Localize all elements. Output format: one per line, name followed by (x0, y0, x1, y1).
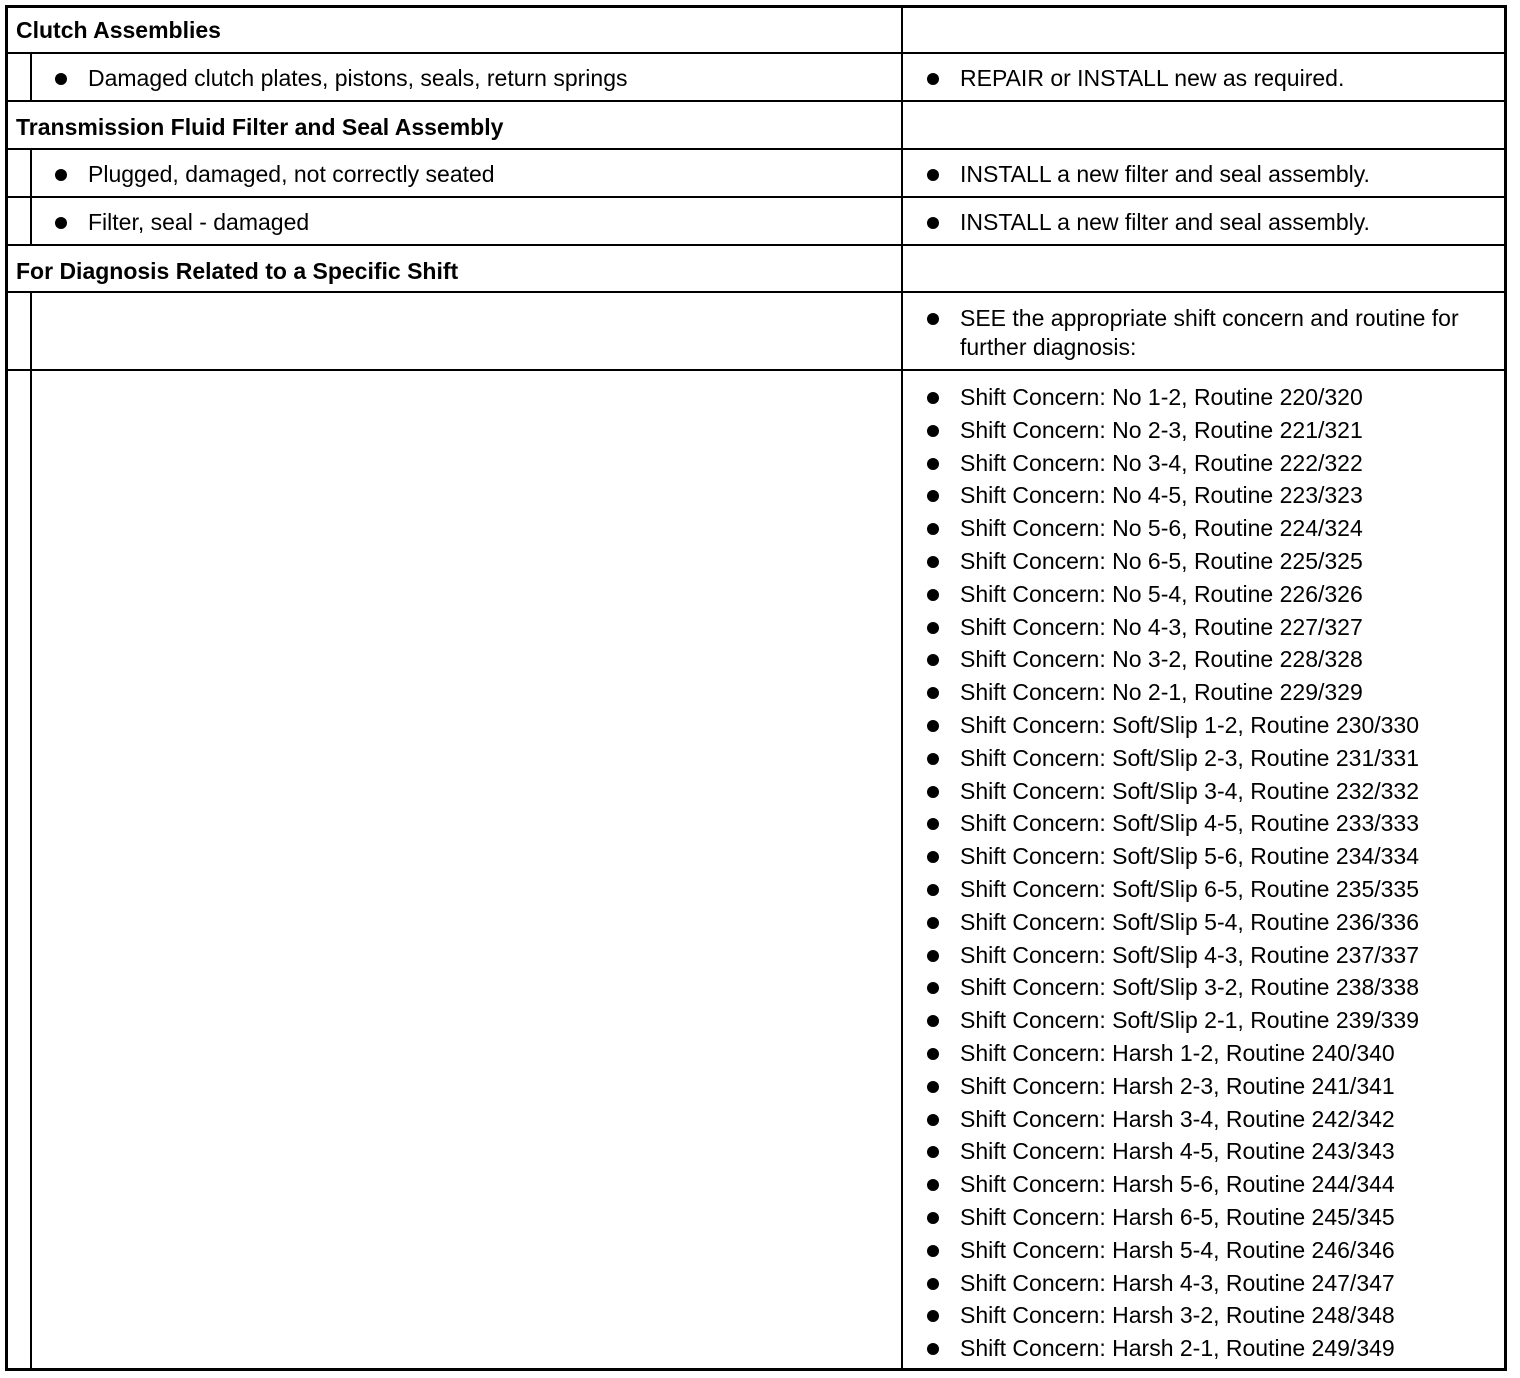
bullet-icon (927, 622, 939, 634)
column-divider (901, 102, 903, 148)
bullet-icon (927, 523, 939, 535)
bullet-icon (927, 687, 939, 699)
column-divider (901, 293, 903, 369)
shift-concern-text: Shift Concern: Harsh 3-4, Routine 242/342 (960, 1105, 1395, 1132)
shift-concern-text: Shift Concern: Harsh 3-2, Routine 248/348 (960, 1302, 1395, 1329)
shift-concern-text: Shift Concern: No 2-3, Routine 221/321 (960, 416, 1363, 443)
column-divider (901, 371, 903, 1368)
shift-concern-text: Shift Concern: No 6-5, Routine 225/325 (960, 547, 1363, 574)
table-row (5, 371, 1507, 1368)
section-heading: Clutch Assemblies (16, 17, 221, 43)
bullet-icon (927, 556, 939, 568)
bullet-icon (927, 1179, 939, 1191)
bullet-icon (927, 1245, 939, 1257)
bullet-icon (927, 720, 939, 732)
shift-concern-text: Shift Concern: No 5-4, Routine 226/326 (960, 580, 1363, 607)
condition-text: Filter, seal - damaged (88, 209, 310, 235)
action-text: REPAIR or INSTALL new as required. (960, 65, 1345, 91)
bullet-icon (927, 1081, 939, 1093)
bullet-icon (927, 1048, 939, 1060)
shift-concern-text: Shift Concern: Harsh 5-6, Routine 244/344 (960, 1171, 1395, 1198)
table-row (5, 198, 1507, 246)
shift-concern-text: Shift Concern: Soft/Slip 5-4, Routine 236/336 (960, 908, 1420, 935)
action-text: INSTALL a new filter and seal assembly. (960, 161, 1370, 187)
shift-concern-text: Shift Concern: Soft/Slip 1-2, Routine 230/330 (960, 711, 1420, 738)
column-divider (901, 246, 903, 291)
bullet-icon (927, 884, 939, 896)
shift-concern-text: Shift Concern: Soft/Slip 3-2, Routine 238/338 (960, 974, 1420, 1001)
shift-concern-text: Shift Concern: No 3-2, Routine 228/328 (960, 646, 1363, 673)
bullet-icon (927, 217, 939, 229)
bullet-icon (927, 950, 939, 962)
bullet-icon (927, 425, 939, 437)
bullet-icon (927, 753, 939, 765)
bullet-icon (927, 392, 939, 404)
indent-divider (30, 293, 32, 369)
column-divider (901, 5, 903, 52)
shift-concern-text: Shift Concern: No 4-3, Routine 227/327 (960, 613, 1363, 640)
shift-concern-text: Shift Concern: Soft/Slip 6-5, Routine 235/335 (960, 875, 1420, 902)
shift-concern-text: Shift Concern: No 1-2, Routine 220/320 (960, 384, 1363, 410)
section-heading: For Diagnosis Related to a Specific Shift (16, 258, 459, 284)
condition-text: Damaged clutch plates, pistons, seals, return springs (88, 65, 628, 91)
bullet-icon (927, 1015, 939, 1027)
shift-concern-text: Shift Concern: Soft/Slip 5-6, Routine 234/334 (960, 843, 1420, 870)
bullet-icon (927, 169, 939, 181)
bullet-icon (927, 1212, 939, 1224)
bullet-icon (927, 73, 939, 85)
shift-concern-text: Shift Concern: Harsh 6-5, Routine 245/345 (960, 1203, 1395, 1230)
shift-concern-text: Shift Concern: Harsh 2-3, Routine 241/341 (960, 1072, 1395, 1099)
bullet-icon (927, 589, 939, 601)
bullet-icon (927, 490, 939, 502)
table-row (5, 150, 1507, 198)
bullet-icon (927, 1343, 939, 1355)
bullet-icon (927, 1146, 939, 1158)
shift-concern-text: Shift Concern: Harsh 4-3, Routine 247/347 (960, 1269, 1395, 1296)
shift-concern-text: Shift Concern: No 3-4, Routine 222/322 (960, 449, 1363, 476)
indent-divider (30, 198, 32, 244)
bullet-icon (927, 654, 939, 666)
column-divider (901, 54, 903, 100)
section-heading-row (5, 5, 1507, 54)
section-heading-row (5, 102, 1507, 150)
bullet-icon (927, 851, 939, 863)
bullet-icon (55, 169, 67, 181)
bullet-icon (927, 982, 939, 994)
shift-concern-text: Shift Concern: No 5-6, Routine 224/324 (960, 515, 1363, 542)
shift-concern-text: Shift Concern: Harsh 2-1, Routine 249/349 (960, 1335, 1395, 1362)
table-row (5, 54, 1507, 102)
bullet-icon (927, 1114, 939, 1126)
section-heading: Transmission Fluid Filter and Seal Assembly (16, 114, 504, 140)
shift-concern-text: Shift Concern: Harsh 5-4, Routine 246/346 (960, 1236, 1395, 1263)
bullet-icon (927, 818, 939, 830)
shift-concern-text: Shift Concern: Soft/Slip 2-3, Routine 231/331 (960, 744, 1420, 771)
shift-concern-text: Shift Concern: No 4-5, Routine 223/323 (960, 482, 1363, 509)
section-heading-row (5, 246, 1507, 293)
bullet-icon (927, 458, 939, 470)
bullet-icon (55, 73, 67, 85)
shift-concern-text: Shift Concern: Harsh 4-5, Routine 243/343 (960, 1138, 1395, 1165)
indent-divider (30, 150, 32, 196)
shift-concern-text: Shift Concern: Soft/Slip 4-3, Routine 237/337 (960, 941, 1420, 968)
bullet-icon (927, 1278, 939, 1290)
column-divider (901, 150, 903, 196)
shift-concern-text: Shift Concern: Soft/Slip 3-4, Routine 232/332 (960, 777, 1420, 804)
condition-text: Plugged, damaged, not correctly seated (88, 161, 495, 187)
bullet-icon (927, 786, 939, 798)
bullet-icon (927, 917, 939, 929)
indent-divider (30, 371, 32, 1368)
indent-divider (30, 54, 32, 100)
shift-concern-text: Shift Concern: Soft/Slip 4-5, Routine 233/333 (960, 810, 1420, 837)
action-text: INSTALL a new filter and seal assembly. (960, 209, 1370, 235)
bullet-icon (927, 313, 939, 325)
shift-concern-text: Shift Concern: Harsh 1-2, Routine 240/340 (960, 1039, 1395, 1066)
shift-concern-text: Shift Concern: Soft/Slip 2-1, Routine 239/339 (960, 1007, 1420, 1034)
bullet-icon (927, 1310, 939, 1322)
bullet-icon (55, 217, 67, 229)
column-divider (901, 198, 903, 244)
table-row (5, 293, 1507, 371)
shift-concern-text: Shift Concern: No 2-1, Routine 229/329 (960, 679, 1363, 706)
action-text: SEE the appropriate shift concern and routine for further diagnosis: (960, 305, 1459, 360)
